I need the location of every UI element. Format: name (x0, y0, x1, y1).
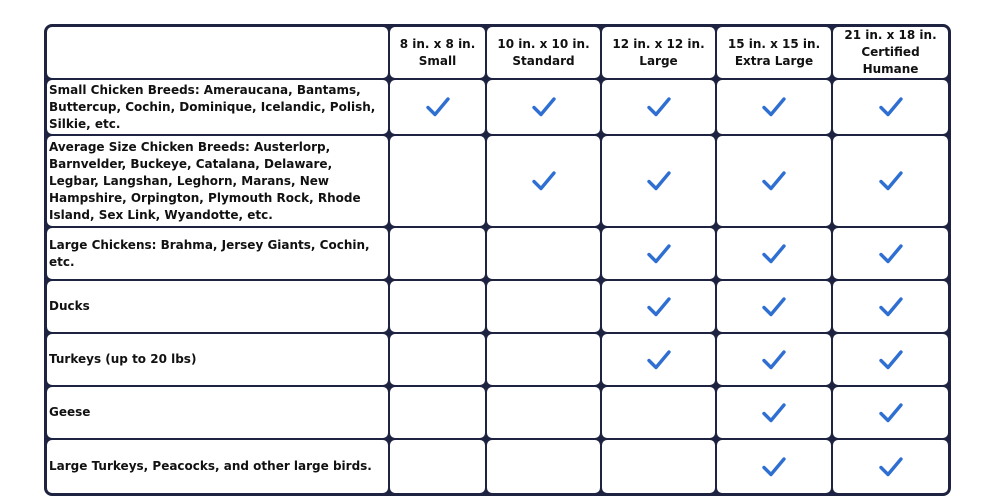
suitability-cell (601, 439, 716, 494)
column-header-small (389, 26, 486, 79)
suitability-cell (486, 135, 601, 227)
row-label: Geese (46, 386, 389, 439)
suitability-cell (486, 79, 601, 135)
column-dimension: 12 in. x 12 in. (612, 36, 705, 51)
suitability-cell (832, 135, 949, 227)
checkmark-icon (878, 170, 904, 192)
checkmark-icon (878, 96, 904, 118)
table-row (46, 280, 949, 333)
suitability-cell (832, 280, 949, 333)
checkmark-icon (878, 402, 904, 424)
checkmark-icon (761, 243, 787, 265)
suitability-cell (389, 135, 486, 227)
checkmark-icon (761, 296, 787, 318)
suitability-cell (486, 386, 601, 439)
checkmark-icon (646, 170, 672, 192)
checkmark-icon (646, 296, 672, 318)
row-label: Average Size Chicken Breeds: Austerlorp, Barnvelder, Buckeye, Catalana, Delaware, Legbar, Langshan, Leghorn, Marans, New Hampshire, Orpington, Plymouth Rock, Rhode Island, Sex Link, Wyandotte, etc. (46, 135, 389, 227)
row-label: Turkeys (up to 20 lbs) (46, 333, 389, 386)
suitability-cell (389, 333, 486, 386)
checkmark-icon (646, 96, 672, 118)
column-dimension: 21 in. x 18 in. (844, 28, 937, 42)
checkmark-icon (878, 296, 904, 318)
suitability-cell (601, 386, 716, 439)
table-row (46, 439, 949, 494)
suitability-cell (389, 79, 486, 135)
suitability-cell (832, 79, 949, 135)
row-label: Small Chicken Breeds: Ameraucana, Bantams, Buttercup, Cochin, Dominique, Icelandic, Polish, Silkie, etc. (46, 79, 389, 135)
suitability-cell (486, 439, 601, 494)
header-corner (46, 26, 389, 79)
checkmark-icon (878, 349, 904, 371)
suitability-cell (716, 280, 832, 333)
suitability-cell (716, 333, 832, 386)
suitability-cell (486, 333, 601, 386)
table-row (46, 333, 949, 386)
column-size-name: Extra Large (734, 53, 814, 68)
suitability-cell (389, 386, 486, 439)
column-header-extra-large (716, 26, 832, 79)
checkmark-icon (646, 349, 672, 371)
checkmark-icon (425, 96, 451, 118)
suitability-cell (601, 280, 716, 333)
checkmark-icon (646, 243, 672, 265)
suitability-cell (601, 333, 716, 386)
suitability-cell (832, 333, 949, 386)
checkmark-icon (761, 96, 787, 118)
suitability-cell (486, 227, 601, 280)
suitability-cell (832, 386, 949, 439)
suitability-cell (389, 280, 486, 333)
nest-box-size-table (44, 24, 951, 496)
checkmark-icon (878, 243, 904, 265)
column-size-name: Standard (512, 53, 575, 68)
column-dimension: 15 in. x 15 in. (727, 36, 821, 51)
suitability-cell (389, 227, 486, 280)
suitability-cell (389, 439, 486, 494)
table-row (46, 79, 949, 135)
column-dimension: 10 in. x 10 in. (497, 36, 590, 51)
checkmark-icon (878, 456, 904, 478)
table-row (46, 386, 949, 439)
suitability-cell (716, 135, 832, 227)
column-size-name: Small (418, 53, 457, 68)
checkmark-icon (761, 456, 787, 478)
checkmark-icon (531, 96, 557, 118)
column-header-standard (486, 26, 601, 79)
suitability-cell (832, 227, 949, 280)
suitability-cell (716, 439, 832, 494)
column-dimension: 8 in. x 8 in. (399, 36, 476, 51)
checkmark-icon (761, 170, 787, 192)
suitability-cell (716, 227, 832, 280)
suitability-cell (601, 79, 716, 135)
checkmark-icon (531, 170, 557, 192)
row-label: Large Chickens: Brahma, Jersey Giants, Cochin, etc. (46, 227, 389, 280)
checkmark-icon (761, 349, 787, 371)
header-row (46, 26, 949, 79)
column-size-name: Certified Humane (861, 45, 920, 76)
suitability-cell (716, 386, 832, 439)
table-row (46, 135, 949, 227)
suitability-cell (486, 280, 601, 333)
suitability-cell (601, 227, 716, 280)
suitability-cell (832, 439, 949, 494)
table-body (46, 79, 949, 494)
row-label: Ducks (46, 280, 389, 333)
suitability-cell (716, 79, 832, 135)
table-row (46, 227, 949, 280)
suitability-cell (601, 135, 716, 227)
column-header-certified-humane (832, 26, 949, 79)
checkmark-icon (761, 402, 787, 424)
column-header-large (601, 26, 716, 79)
column-size-name: Large (639, 53, 678, 68)
row-label: Large Turkeys, Peacocks, and other large birds. (46, 439, 389, 494)
